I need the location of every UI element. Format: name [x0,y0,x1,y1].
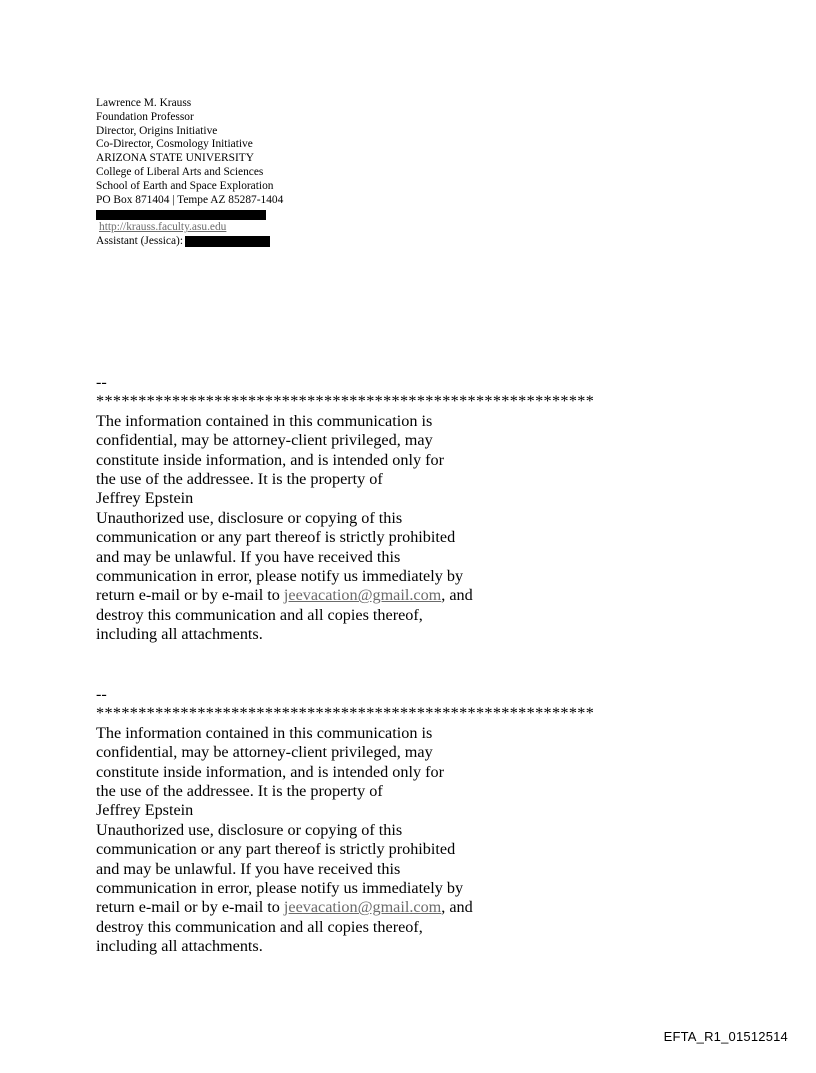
signature-role-origins: Director, Origins Initiative [96,124,218,137]
signature-name: Lawrence M. Krauss [96,97,192,109]
disclaimer-line: including all attachments. [96,937,263,956]
separator-stars: *********************************************************** [96,704,595,723]
faculty-website-link[interactable]: http://krauss.faculty.asu.edu [99,221,227,234]
disclaimer-notify-line [96,586,596,605]
confidentiality-disclaimer [96,373,596,645]
notify-suffix: , and [441,898,473,917]
confidentiality-disclaimer [96,685,596,957]
separator-stars: *********************************************************** [96,392,595,411]
signature-school: School of Earth and Space Exploration [96,179,274,192]
notify-prefix: return e-mail or by e-mail to [96,898,284,917]
disclaimer-line: Jeffrey Epstein [96,489,194,508]
disclaimer-line: communication in error, please notify us immediately by [96,567,464,586]
signature-university: ARIZONA STATE UNIVERSITY [96,152,254,165]
notify-prefix: return e-mail or by e-mail to [96,586,284,605]
email-signature [96,97,283,249]
disclaimer-line: destroy this communication and all copies thereof, [96,917,423,936]
signature-role-cosmology: Co-Director, Cosmology Initiative [96,138,253,151]
signature-contact-line [96,207,283,221]
disclaimer-line: including all attachments. [96,625,263,644]
contact-email-link[interactable]: jeevacation@gmail.com [283,898,442,917]
notify-suffix: , and [441,586,473,605]
document-id: EFTA_R1_01512514 [663,1029,788,1044]
signature-address: PO Box 871404 | Tempe AZ 85287-1404 [96,193,284,206]
disclaimer-line: communication or any part thereof is strictly prohibited [96,840,456,859]
disclaimer-line: confidential, may be attorney-client privileged, may [96,431,433,450]
disclaimer-line: The information contained in this communication is [96,723,433,742]
disclaimer-line: and may be unlawful. If you have received this [96,859,401,878]
disclaimer-line: the use of the addressee. It is the property of [96,782,383,801]
disclaimer-notify-line [96,898,596,917]
signature-college: College of Liberal Arts and Sciences [96,165,264,178]
disclaimer-line: destroy this communication and all copies thereof, [96,605,423,624]
disclaimer-line: Unauthorized use, disclosure or copying of this [96,820,403,839]
separator-dashes: -- [96,685,107,703]
disclaimer-line: confidential, may be attorney-client privileged, may [96,743,433,762]
redaction-bar [96,210,266,220]
disclaimer-line: Unauthorized use, disclosure or copying of this [96,508,403,527]
disclaimer-line: constitute inside information, and is intended only for [96,450,444,469]
signature-title: Foundation Professor [96,110,194,123]
redaction-bar [185,236,270,247]
assistant-label: Assistant (Jessica): [96,234,183,247]
separator-dashes: -- [96,373,107,391]
disclaimer-line: The information contained in this communication is [96,411,433,430]
disclaimer-line: communication in error, please notify us immediately by [96,879,464,898]
signature-assistant-line [96,235,283,249]
disclaimer-line: constitute inside information, and is intended only for [96,762,444,781]
disclaimer-line: Jeffrey Epstein [96,801,194,820]
disclaimer-line: and may be unlawful. If you have received this [96,547,401,566]
signature-url-line [96,221,283,235]
disclaimer-line: communication or any part thereof is strictly prohibited [96,528,456,547]
disclaimer-line: the use of the addressee. It is the property of [96,470,383,489]
contact-email-link[interactable]: jeevacation@gmail.com [283,586,442,605]
